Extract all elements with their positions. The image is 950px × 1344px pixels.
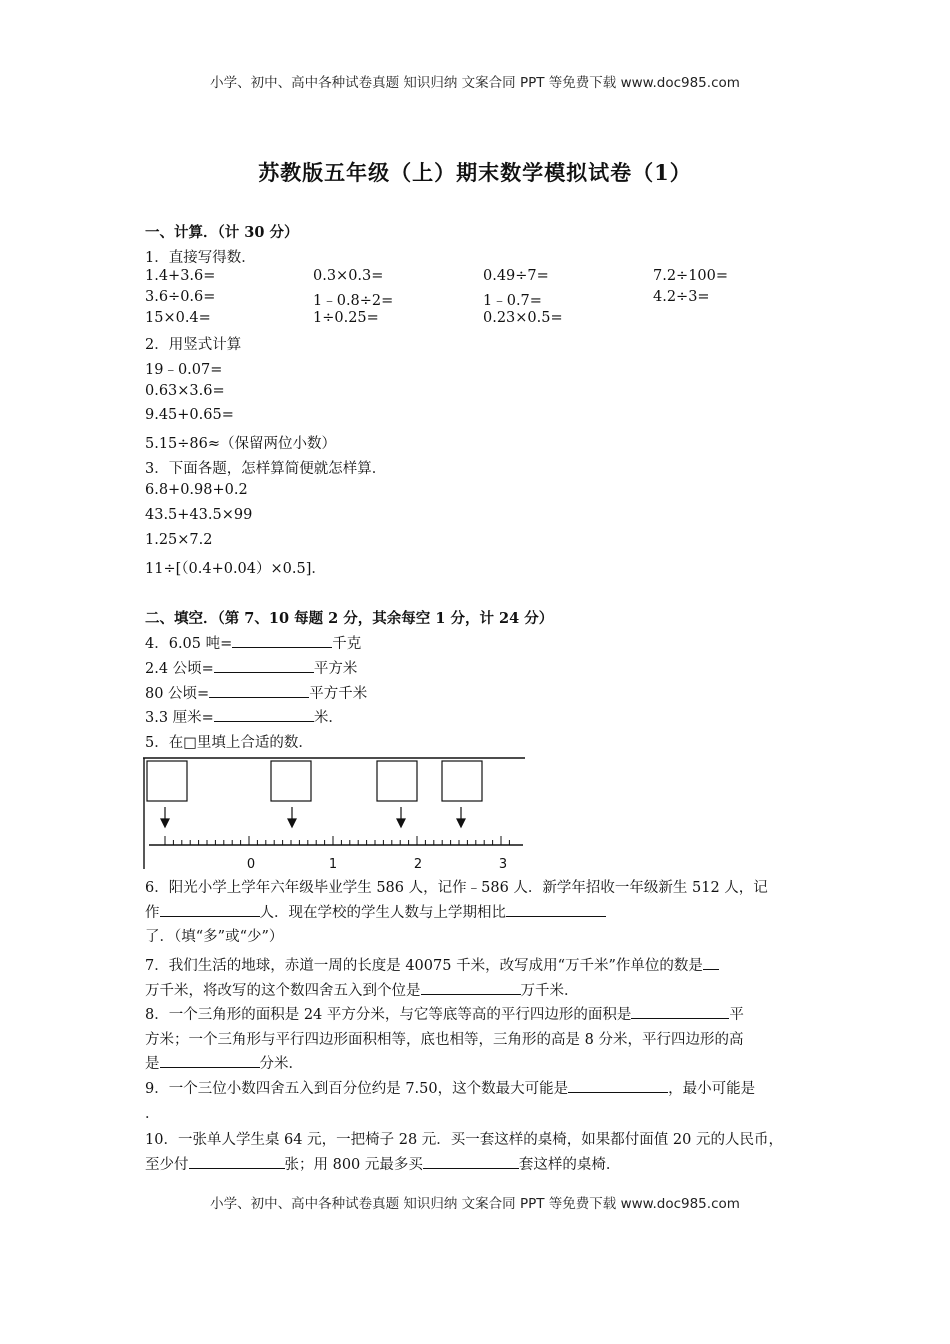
q1-item: 0.3×0.3= [313, 268, 384, 284]
q1-item: 1﹣0.8÷2= [313, 293, 394, 309]
q3-item: 11÷[（0.4+0.04）×0.5]． [145, 561, 326, 577]
number-line-figure [143, 757, 527, 873]
q1-item: 0.49÷7= [483, 268, 549, 284]
q4-item: 2.4 公顷= 平方米 [145, 657, 357, 678]
answer-box[interactable] [271, 761, 311, 801]
answer-blank[interactable] [421, 980, 521, 995]
tick-label: 2 [413, 857, 423, 872]
q2-item: 9.45+0.65= [145, 407, 234, 423]
q1-item: 7.2÷100= [653, 268, 729, 284]
q1-item: 3.6÷0.6= [145, 289, 216, 305]
q4-item: 3.3 厘米= 米． [145, 706, 343, 727]
answer-blank[interactable] [214, 707, 314, 722]
answer-box[interactable] [442, 761, 482, 801]
answer-blank[interactable] [631, 1004, 729, 1019]
question-7: 7．我们生活的地球，赤道一周的长度是 40075 千米，改写成用“万千米”作单位的数是 万千米，将改写的这个数四舍五入到个位是 万千米． [145, 954, 817, 1003]
arrow-head [457, 819, 465, 827]
q4-item: 4．6.05 吨= 千克 [145, 632, 361, 653]
q4-item: 80 公顷= 平方千米 [145, 682, 367, 703]
q2-item: 5.15÷86≈（保留两位小数） [145, 436, 337, 452]
q2-label: 2．用竖式计算 [145, 337, 242, 353]
tick-label: 1 [328, 857, 338, 872]
answer-blank[interactable] [506, 902, 606, 917]
q1-item: 1.4+3.6= [145, 268, 216, 284]
answer-blank[interactable] [568, 1078, 668, 1093]
arrow-head [288, 819, 296, 827]
q1-item: 4.2÷3= [653, 289, 710, 305]
section1-heading: 一、计算．（计 30 分） [145, 224, 299, 241]
question-8: 8．一个三角形的面积是 24 平方分米，与它等底等高的平行四边形的面积是 平 方米；一个三角形与平行四边形面积相等，底也相等，三角形的高是 8 分米，平行四边形的高 是 分米． [145, 1003, 817, 1077]
answer-blank[interactable] [232, 633, 332, 648]
page-footer: 小学、初中、高中各种试卷真题 知识归纳 文案合同 PPT 等免费下载 www.doc985.com [210, 1196, 740, 1212]
page-title: 苏教版五年级（上）期末数学模拟试卷（1） [258, 160, 692, 185]
answer-blank[interactable] [160, 902, 260, 917]
q1-label: 1．直接写得数． [145, 250, 256, 266]
answer-blank[interactable] [703, 955, 719, 970]
q2-item: 19﹣0.07= [145, 362, 223, 378]
page-header: 小学、初中、高中各种试卷真题 知识归纳 文案合同 PPT 等免费下载 www.doc985.com [210, 75, 740, 91]
answer-blank[interactable] [189, 1154, 285, 1169]
tick-label: 0 [246, 857, 256, 872]
q1-item: 0.23×0.5= [483, 310, 563, 326]
q3-item: 1.25×7.2 [145, 532, 213, 548]
answer-blank[interactable] [423, 1154, 519, 1169]
q1-item: 1﹣0.7= [483, 293, 542, 309]
q1-item: 15×0.4= [145, 310, 211, 326]
q1-item: 1÷0.25= [313, 310, 379, 326]
tick-label: 3 [498, 857, 508, 872]
q3-item: 6.8+0.98+0.2 [145, 482, 248, 498]
q5-label: 5．在□里填上合适的数． [145, 735, 313, 751]
q3-label: 3．下面各题，怎样算简便就怎样算． [145, 461, 387, 477]
arrow-head [161, 819, 169, 827]
section2-heading: 二、填空．（第 7、10 每题 2 分，其余每空 1 分，计 24 分） [145, 610, 554, 627]
question-10: 10．一张单人学生桌 64 元，一把椅子 28 元．买一套这样的桌椅，如果都付面值 20 元的人民币， 至少付 张；用 800 元最多买 套这样的桌椅． [145, 1132, 783, 1173]
answer-blank[interactable] [160, 1053, 260, 1068]
answer-blank[interactable] [214, 658, 314, 673]
answer-blank[interactable] [209, 683, 309, 698]
q2-item: 0.63×3.6= [145, 383, 225, 399]
q3-item: 43.5+43.5×99 [145, 507, 253, 523]
arrow-head [397, 819, 405, 827]
question-6: 6．阳光小学上学年六年级毕业学生 586 人，记作﹣586 人．新学年招收一年级新生 512 人，记 作 人．现在学校的学生人数与上学期相比 了．（填“多”或“少”） [145, 880, 768, 945]
question-9: 9．一个三位小数四舍五入到百分位约是 7.50，这个数最大可能是 ，最小可能是 ． [145, 1077, 817, 1126]
answer-box[interactable] [147, 761, 187, 801]
answer-box[interactable] [377, 761, 417, 801]
